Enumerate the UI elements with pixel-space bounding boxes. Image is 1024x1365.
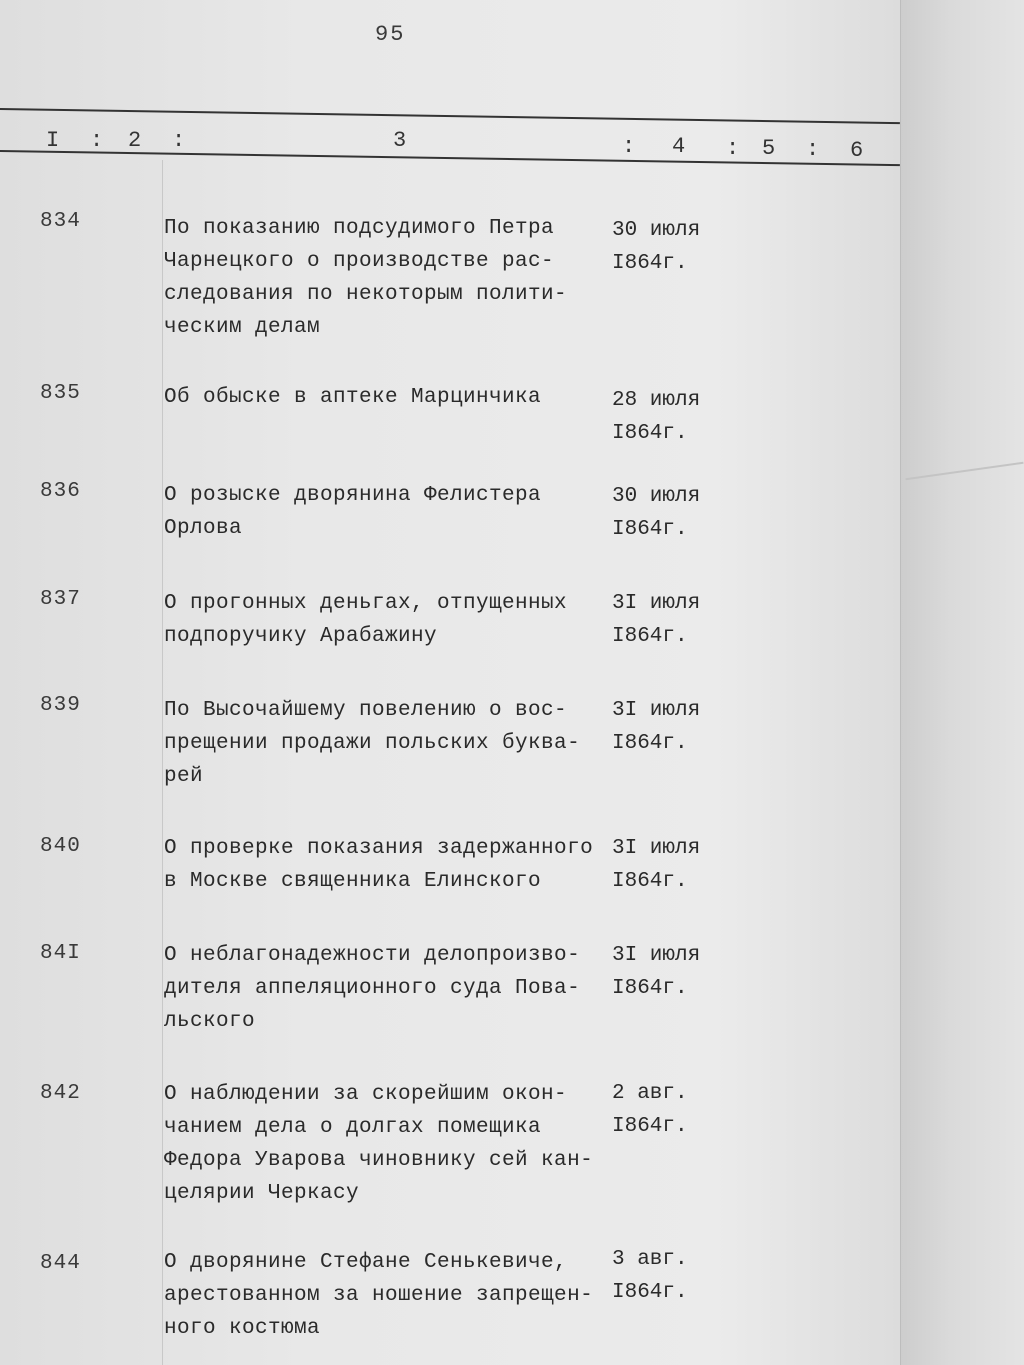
header-separator: : — [90, 128, 104, 153]
entry-description: О розыске дворянина Фелистера Орлова — [164, 484, 542, 540]
entry-description: О неблагонадежности делопроизво- дителя аппеляционного суда Пова- льского — [164, 944, 581, 1033]
header-col-1: I — [46, 128, 60, 153]
header-separator: : — [806, 137, 820, 162]
entry-description: О дворянине Стефане Сенькевиче, арестованном за ношение запрещен- ного костюма — [164, 1251, 594, 1340]
entry-description: О проверке показания задержанного в Москве священника Елинского — [164, 837, 594, 893]
entry-date: 30 июля I864г. — [612, 219, 701, 275]
header-separator: : — [726, 136, 740, 161]
header-separator: : — [172, 128, 186, 153]
entry-date: 3I июля I864г. — [612, 592, 701, 648]
entry-number: 837 — [40, 588, 81, 611]
column-guide-line — [162, 160, 163, 1365]
entry-description: О наблюдении за скорейшим окон- чанием дела о долгах помещика Федора Уварова чиновнику сей кан- целярии Черкасу — [164, 1083, 594, 1205]
entry-date: 3I июля I864г. — [612, 837, 701, 893]
entry-description: Об обыске в аптеке Марцинчика — [164, 386, 542, 409]
page-number: 95 — [375, 22, 406, 47]
header-col-5: 5 — [762, 136, 776, 161]
header-col-2: 2 — [128, 128, 142, 153]
entry-number: 842 — [40, 1082, 81, 1105]
entry-date: 2 авг. I864г. — [612, 1082, 688, 1138]
entry-number: 835 — [40, 382, 81, 405]
next-page-edge — [900, 0, 1024, 1365]
entry-description: По Высочайшему повелению о вос- прещении продажи польских буква- рей — [164, 699, 581, 788]
entry-date: 28 июля I864г. — [612, 389, 701, 445]
entry-date: 3I июля I864г. — [612, 699, 701, 755]
entry-number: 834 — [40, 210, 81, 233]
entry-number: 84I — [40, 942, 81, 965]
header-separator: : — [622, 134, 636, 159]
entry-number: 844 — [40, 1252, 81, 1275]
table-header-top-rule — [0, 108, 900, 124]
entry-description: О прогонных деньгах, отпущенных подпоручику Арабажину — [164, 592, 568, 648]
entry-date: 30 июля I864г. — [612, 485, 701, 541]
entry-number: 840 — [40, 835, 81, 858]
entry-number: 836 — [40, 480, 81, 503]
header-col-4: 4 — [672, 134, 686, 159]
entry-date: 3 авг. I864г. — [612, 1248, 688, 1304]
header-col-3: 3 — [393, 128, 407, 153]
header-col-6: 6 — [850, 138, 864, 163]
entry-date: 3I июля I864г. — [612, 944, 701, 1000]
entry-number: 839 — [40, 694, 81, 717]
entry-description: По показанию подсудимого Петра Чарнецкого о производстве рас- следования по некоторым полити- ческим делам — [164, 217, 568, 339]
